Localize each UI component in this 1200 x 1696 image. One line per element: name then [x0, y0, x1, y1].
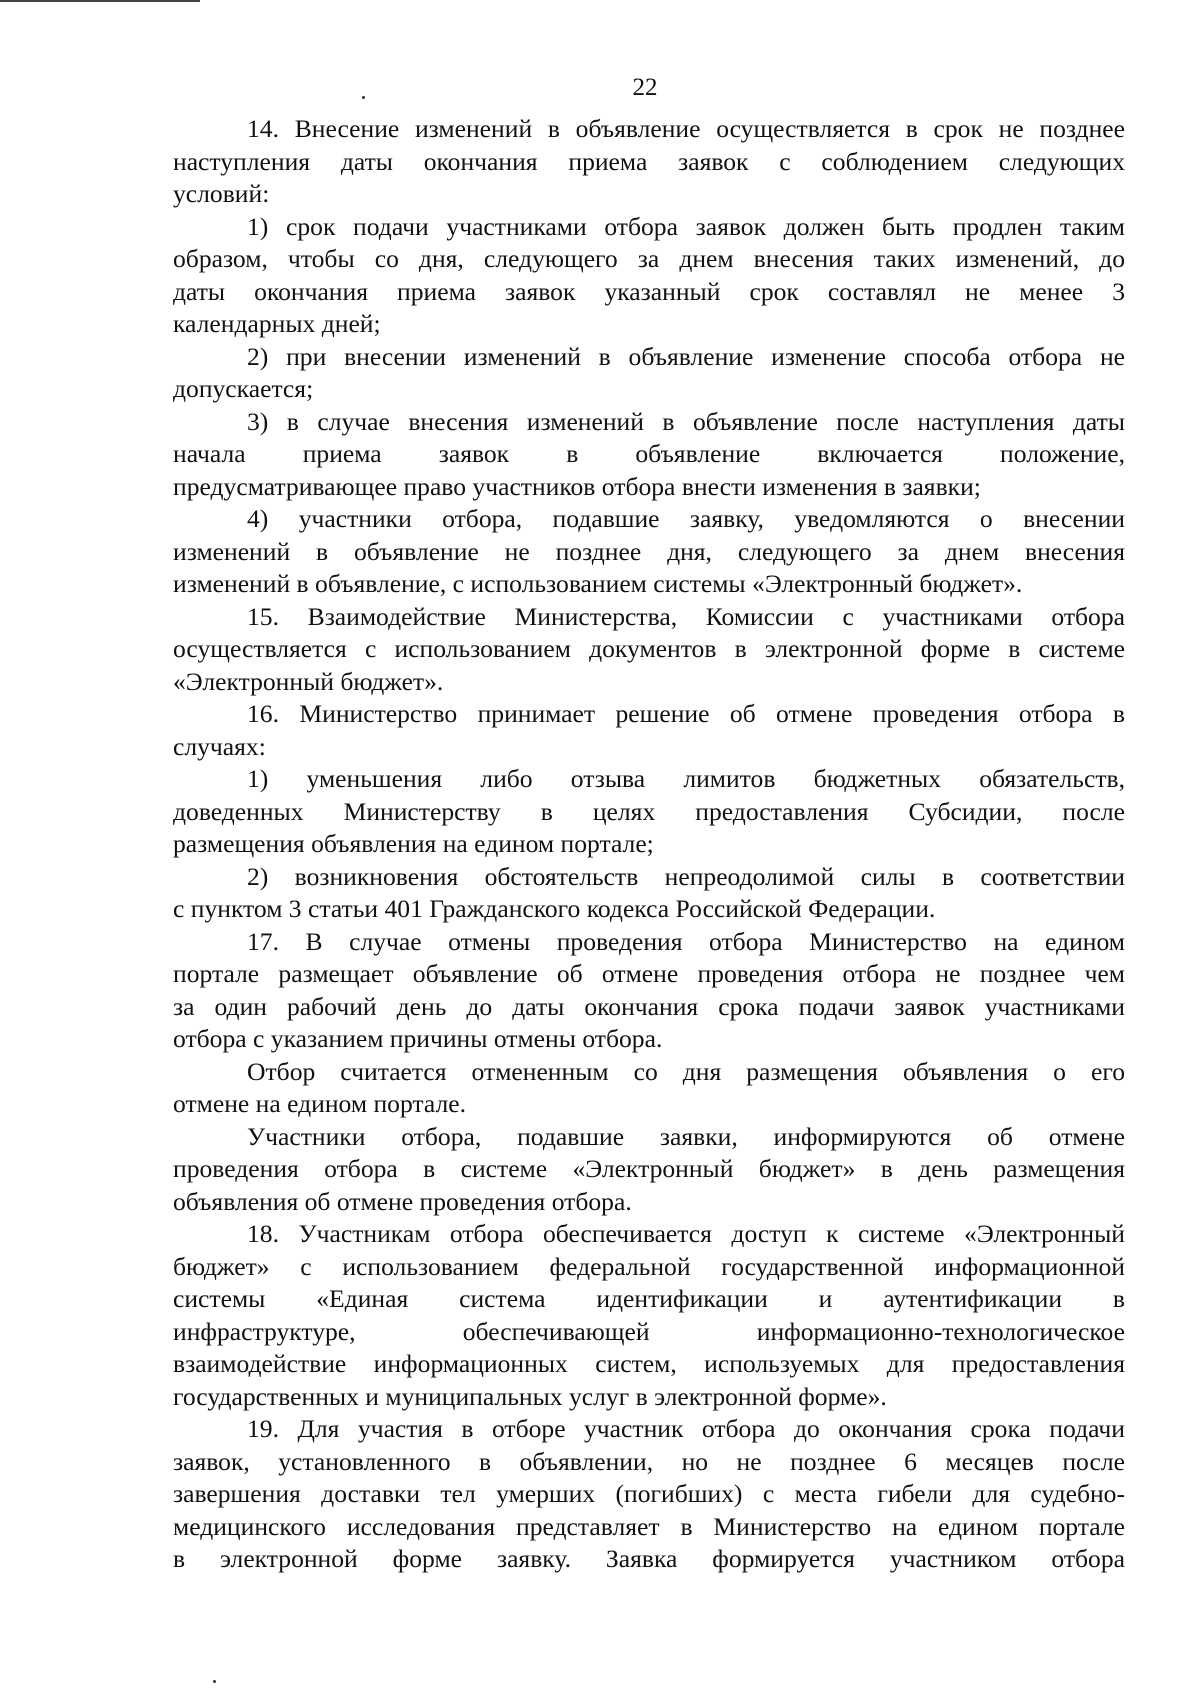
text-line: Участники отбора, подавшие заявки, информируются об отмене	[247, 1121, 1125, 1151]
paragraph-p14-2	[173, 341, 1125, 406]
text-line: медицинского исследования представляет в Министерство на едином портале	[173, 1511, 1125, 1541]
paragraph-p14	[173, 113, 1125, 211]
paragraph-p14-3	[173, 406, 1125, 504]
text-line: изменений в объявление не позднее дня, следующего за днем внесения	[173, 536, 1125, 566]
text-line: даты окончания приема заявок указанный срок составлял не менее 3	[173, 276, 1125, 306]
text-line: образом, чтобы со дня, следующего за днем внесения таких изменений, до	[173, 244, 1125, 273]
text-line: взаимодействие информационных систем, используемых для предоставления	[173, 1349, 1125, 1378]
text-line: 2) возникновения обстоятельств непреодолимой силы в соответствии	[247, 861, 1125, 891]
paragraph-p18	[173, 1218, 1125, 1413]
page-number: 22	[632, 74, 658, 101]
text-line: 19. Для участия в отборе участник отбора до окончания срока подачи	[247, 1414, 1125, 1443]
text-line: отбора с указанием причины отмены отбора.	[173, 1024, 663, 1053]
document-body	[173, 113, 1125, 1576]
text-line: 1) срок подачи участниками отбора заявок должен быть продлен таким	[247, 211, 1125, 241]
text-line: 2) при внесении изменений в объявление изменение способа отбора не	[247, 341, 1125, 371]
text-line: календарных дней;	[173, 309, 381, 338]
text-line: инфраструктуре, обеспечивающей информационно-технологическое	[173, 1316, 1125, 1346]
text-line: условий:	[173, 179, 270, 208]
text-line: 1) уменьшения либо отзыва лимитов бюджетных обязательств,	[247, 764, 1125, 793]
paragraph-p14-1	[173, 211, 1125, 341]
text-line: проведения отбора в системе «Электронный бюджет» в день размещения	[173, 1154, 1125, 1183]
text-line: системы «Единая система идентификации и аутентификации в	[173, 1284, 1125, 1313]
text-line: 15. Взаимодействие Министерства, Комиссии с участниками отбора	[247, 601, 1125, 631]
text-line: завершения доставки тел умерших (погибших) с места гибели для судебно-	[173, 1479, 1125, 1508]
text-line: Отбор считается отмененным со дня размещения объявления о его	[247, 1056, 1125, 1086]
text-line: за один рабочий день до даты окончания срока подачи заявок участниками	[173, 991, 1125, 1021]
text-line: государственных и муниципальных услуг в электронной форме».	[173, 1381, 887, 1411]
text-line: предусматривающее право участников отбора внести изменения в заявки;	[173, 471, 981, 501]
text-line: бюджет» с использованием федеральной государственной информационной	[173, 1251, 1125, 1281]
text-line: изменений в объявление, с использованием системы «Электронный бюджет».	[173, 569, 1023, 598]
paragraph-p19	[173, 1413, 1125, 1576]
scan-edge	[0, 0, 200, 2]
paragraph-p17-a	[173, 1056, 1125, 1121]
text-line: допускается;	[173, 374, 314, 403]
text-line: «Электронный бюджет».	[173, 666, 444, 696]
text-line: 17. В случае отмены проведения отбора Министерство на едином	[247, 926, 1125, 956]
text-line: доведенных Министерству в целях предоставления Субсидии, после	[173, 796, 1125, 826]
paragraph-p17-b	[173, 1121, 1125, 1219]
text-line: объявления об отмене проведения отбора.	[173, 1186, 632, 1216]
text-line: заявок, установленного в объявлении, но не позднее 6 месяцев после	[173, 1446, 1125, 1476]
text-line: осуществляется с использованием документов в электронной форме в системе	[173, 634, 1125, 663]
paragraph-p14-4	[173, 503, 1125, 601]
text-line: 16. Министерство принимает решение об отмене проведения отбора в	[247, 699, 1125, 728]
text-line: с пунктом 3 статьи 401 Гражданского кодекса Российской Федерации.	[173, 894, 936, 923]
paragraph-p16-2	[173, 861, 1125, 926]
paragraph-p16-1	[173, 763, 1125, 861]
text-line: начала приема заявок в объявление включается положение,	[173, 439, 1125, 468]
text-line: случаях:	[173, 731, 266, 761]
text-line: наступления даты окончания приема заявок с соблюдением следующих	[173, 146, 1125, 176]
paragraph-p17	[173, 926, 1125, 1056]
text-line: 14. Внесение изменений в объявление осуществляется в срок не позднее	[247, 114, 1125, 143]
paragraph-p16	[173, 698, 1125, 763]
paragraph-p15	[173, 601, 1125, 699]
scan-speck	[213, 1680, 216, 1683]
text-line: в электронной форме заявку. Заявка формируется участником отбора	[173, 1544, 1125, 1573]
text-line: 4) участники отбора, подавшие заявку, уведомляются о внесении	[247, 504, 1125, 533]
text-line: 18. Участникам отбора обеспечивается доступ к системе «Электронный	[247, 1219, 1125, 1248]
text-line: 3) в случае внесения изменений в объявление после наступления даты	[247, 406, 1125, 436]
text-line: размещения объявления на едином портале;	[173, 829, 654, 858]
text-line: отмене на едином портале.	[173, 1089, 467, 1118]
text-line: портале размещает объявление об отмене проведения отбора не позднее чем	[173, 959, 1125, 988]
